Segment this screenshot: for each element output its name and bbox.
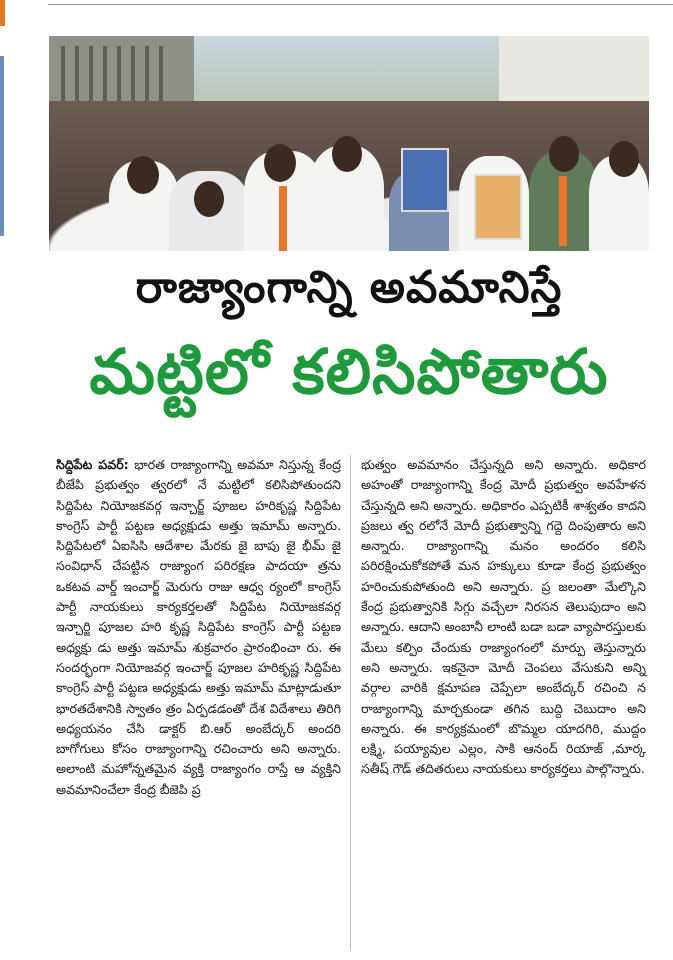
photo-person-head	[264, 144, 296, 182]
photo-person-head	[127, 156, 159, 194]
photo-person-head	[549, 136, 579, 172]
article-column-left	[56, 455, 341, 800]
byline: సిద్దిపేట పవర్:	[56, 457, 129, 472]
ambedkar-portrait	[401, 148, 449, 212]
column-text: భుత్వం అవమానం చేస్తున్నది అని అన్నారు. అధికార అహంతో రాజ్యాంగాన్ని కేంద్ర మోదీ ప్రభుత్వం అవహేళన చేస్తున్నది అని అన్నారు. అధికారం ఎప్పటికీ శాశ్వతం కాదని ప్రజలు త్వ రలోనే మోదీ ప్రభుత్వాన్ని గద్దె దింపుతారు అని అన్నారు. రాజ్యాంగాన్ని మనం అందరం కలిసి పరిరక్షించుకోకపోతే మన హక్కులు కూడా కేంద్ర ప్రభుత్వం హరించుకుపోతుంది అని అన్నారు. ప్ర జలంతా మేల్కొని కేంద్ర ప్రభుత్వానికి సిగ్గు వచ్చేలా నిరసన తెలుపుదాం అని అన్నారు. ఆదాని అంబానీ లాంటి బడా బడా వ్యాపారస్తులకు మేలు కల్పిం చేందుకు రాజ్యాంగంలో మార్పు తెస్తున్నారు అని అన్నారు. ఇకనైనా మోదీ చెంపలు వేసుకుని అన్ని వర్గాల వారికి క్షమాపణ చెప్పేలా అంబేద్కర్ రచించి న రాజ్యాంగాన్ని మార్చకుండా తగిన బుద్ది చెబుదాం అని అన్నారు. ఈ కార్యక్రమంలో బొమ్మల యాదగిరి, ముద్దం లక్ష్మి, పయ్యావుల ఎల్లం, సాకి ఆనంద్ రియాజ్ ,మార్క సతీష్ గౌడ్ తదితరులు నాయకులు కార్యకర్తలు పాల్గొన్నారు.	[361, 457, 646, 777]
page-edge-photo-strip	[0, 56, 4, 236]
headline-line-2: మట్టిలో కలిసిపోతారు	[89, 335, 609, 408]
page-edge-strip	[0, 0, 5, 26]
column-text: భారత రాజ్యాంగాన్ని అవమా నిస్తున్న కేంద్ర బీజేపి ప్రభుత్వం త్వరలో నే మట్టిలో కలిసిపోతుందని సిద్దిపేట నియోజకవర్గ ఇన్చార్జ్ పూజల హరికృష్ణ సిద్దిపేట కాంగ్రెస్ పార్టీ పట్టణ అధ్యక్షుడు అత్తు ఇమామ్ అన్నారు. సిద్దిపేటలో ఏఐసిసి ఆదేశాల మేరకు జై బాపు జై భీమ్ జై సంవిధాన్ చేపట్టిన రాజ్యాంగ పరిరక్షణ పాదయా త్రను ఒకటవ వార్డ్ ఇంచార్జ్ మెరుగు రాజు ఆధ్వ ర్యంలో కాంగ్రెస్ పార్టీ నాయకులు కార్యకర్తలతో సిద్దిపేట నియోజకవర్గ ఇన్చార్జి పూజల హరి కృష్ణ సిద్దిపేట కాంగ్రెస్ పార్టీ పట్టణ అధ్యక్షు డు అత్తు ఇమామ్ శుక్రవారం ప్రారంభించా రు. ఈ సందర్భంగా నియోజవర్గ ఇంచార్జ్ పూజల హరికృష్ణ సిద్దిపేట కాంగ్రెస్ పార్టీ పట్టణ అధ్యక్షుడు అత్తు ఇమామ్ మాట్లాడుతూ భారతదేశానికి స్వాతం త్రం ఏర్పడడంతో దేశ విదేశాలు తిరిగి అధ్యయనం చేసి డాక్టర్ బి.ఆర్ అంబేద్కర్ అందరి బాగోగులు కోసం రాజ్యాంగాన్ని రచించారు అని అన్నారు. అలాంటి మహోన్నతమైన వ్యక్తి రాజ్యాంగం రాస్తే ఆ వ్యక్తిని అవమానించేలా కేంద్ర బీజెపి ప్ర	[56, 457, 341, 797]
photo-person-head	[609, 141, 639, 177]
gandhi-portrait	[474, 174, 522, 240]
article-paragraph	[361, 455, 646, 780]
photo-person-head	[194, 181, 224, 217]
photo-scarf	[559, 176, 567, 246]
rally-photo	[49, 36, 649, 251]
top-divider	[48, 4, 673, 5]
column-divider	[350, 455, 351, 950]
article-column-right	[361, 455, 646, 780]
photo-person-head	[332, 136, 362, 172]
photo-scarf	[279, 186, 287, 251]
headline-line-1: రాజ్యాంగాన్ని అవమానిస్తే	[135, 262, 563, 313]
article-paragraph	[56, 455, 341, 800]
